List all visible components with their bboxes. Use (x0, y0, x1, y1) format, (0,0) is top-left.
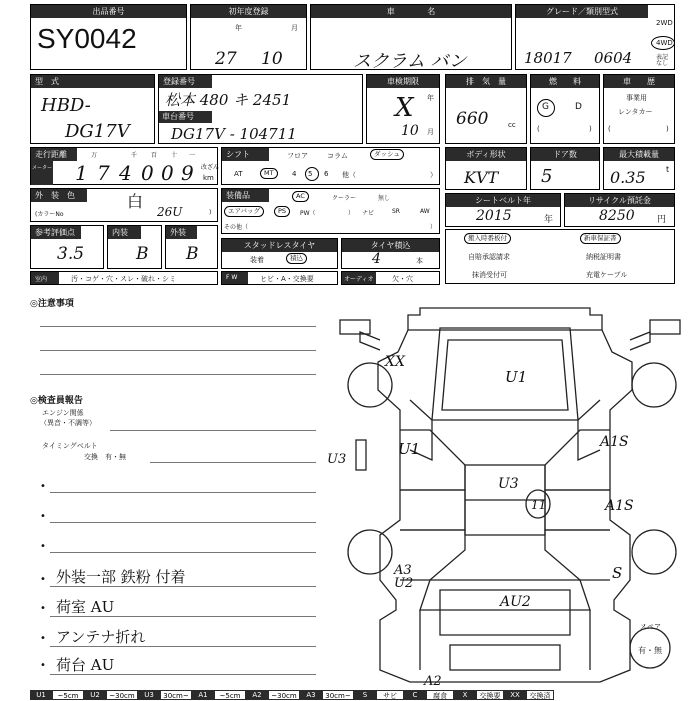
capacity-box (603, 147, 675, 190)
capacity-value: 0.35 (610, 168, 646, 187)
mileage-unit-sen: 千 (131, 152, 138, 159)
legend-code: A1 (192, 690, 214, 700)
ref-score: 3.5 (57, 244, 85, 264)
mileage-digit: 7 (97, 161, 110, 185)
legend-meaning: 腐食 (426, 690, 454, 700)
fuel-paren-r: ) (589, 125, 592, 133)
equipment-pw: PW（ (300, 210, 316, 217)
studless-opt2: 積込 (286, 253, 307, 264)
studless-opt1: 装着 (250, 256, 264, 264)
shift-box (221, 147, 440, 185)
body-type-label: ボディ形状 (446, 148, 526, 161)
car-name-value: スクラム バン (353, 51, 467, 72)
legend-code: A2 (246, 690, 268, 700)
equipment-airbag: エアバッグ (224, 206, 264, 217)
doors-box (530, 147, 600, 190)
history-opt1: 事業用 (626, 94, 647, 102)
fuel-g: G (542, 102, 549, 112)
fw-row (221, 271, 338, 285)
displacement-unit: cc (508, 121, 516, 129)
equipment-aw: AW (420, 208, 430, 215)
studless-label: スタッドレスタイヤ (222, 239, 337, 252)
shift-at: AT (234, 170, 243, 178)
lot-number-label: 出品番号 (31, 5, 186, 18)
lot-number-box (30, 4, 187, 70)
recycle-unit: 円 (657, 215, 667, 225)
car-name-label-b: 名 (427, 7, 436, 16)
mark-left-side: U3 (327, 452, 347, 467)
bullet: • (40, 481, 46, 492)
mark-roof: U1 (505, 368, 528, 386)
mileage-km: km (203, 174, 214, 182)
color-box (30, 188, 218, 222)
check-item: 充電ケーブル (586, 271, 628, 279)
equipment-sr: SR (392, 208, 400, 215)
engine-sub: （異音・不調等） (40, 419, 96, 427)
registration-value: 松本 480 キ 2451 (165, 91, 292, 109)
model-value-1: HBD- (41, 95, 91, 116)
mileage-digit: 4 (119, 161, 132, 185)
legend-meaning: 30cm~ (160, 690, 192, 700)
equipment-none: 無し (378, 195, 391, 202)
mark-center-circle: 11 (531, 498, 547, 512)
history-paren-l: ( (608, 125, 611, 133)
mark-center: U3 (498, 476, 519, 492)
drive-2wd: 2WD (656, 19, 673, 27)
shift-other: 他（ (342, 171, 356, 179)
bullet: • (40, 511, 46, 522)
first-registration-month: 10 (261, 49, 283, 69)
equipment-navi: ナビ (362, 210, 375, 217)
mileage-label: 走行距離 (31, 148, 77, 161)
inspector-title: ◎検査員報告 (30, 396, 83, 406)
model-label: 型 式 (31, 75, 154, 88)
mark-right-front: A1S (600, 434, 629, 450)
recycle-value: 8250 (599, 208, 635, 224)
mark-top: XX (385, 354, 405, 370)
fuel-d: D (575, 102, 582, 112)
first-registration-year: 27 (215, 49, 237, 69)
equipment-ps: PS (274, 206, 290, 217)
color-code-value: 26U (157, 205, 183, 219)
shift-label: シフト (222, 148, 269, 161)
inspection-month-unit: 月 (427, 128, 434, 136)
mileage-digit: 0 (141, 161, 154, 185)
drive-4wd: 4WD (656, 39, 673, 47)
exterior-score-label: 外装 (166, 226, 197, 239)
month-unit: 月 (291, 24, 298, 32)
registration-box (158, 74, 363, 144)
inspection-label: 車検期限 (367, 75, 439, 88)
doors-value: 5 (541, 166, 553, 187)
displacement-box (445, 74, 527, 144)
equipment-pw-close: ） (348, 210, 355, 217)
drive-4wd-circle (651, 36, 675, 50)
mark-left-lower: A3 U2 (394, 563, 414, 591)
interior-score: B (136, 244, 149, 264)
history-box (603, 74, 675, 144)
tires-unit: 本 (416, 257, 423, 265)
body-type-value: KVT (464, 168, 499, 187)
legend-code: S (354, 690, 376, 700)
shift-5: 5 (308, 170, 313, 178)
mark-bottom: A2 (424, 674, 442, 689)
remark: 外装一部 鉄粉 付着 (56, 568, 186, 586)
checks-box (445, 229, 675, 284)
mileage-digit: 0 (161, 161, 174, 185)
equipment-ac: AC (292, 191, 309, 202)
equipment-box (221, 188, 440, 234)
fw-row-items: ヒビ・A・交換要 (260, 275, 314, 283)
mileage-box (30, 147, 218, 185)
interior-score-box (107, 225, 162, 269)
tires-label: タイヤ積込 (342, 239, 439, 252)
legend-meaning: ~5cm (52, 690, 84, 700)
bullet: • (40, 633, 46, 644)
shift-column: コラム (327, 152, 348, 160)
shift-other-close: ） (430, 171, 437, 179)
grade-label: グレード／類別型式 (516, 5, 648, 18)
registration-label: 登録番号 (159, 75, 212, 88)
capacity-label: 最大積載量 (604, 148, 674, 161)
car-name-label-a: 車 (386, 7, 395, 16)
seatbelt-unit: 年 (544, 215, 554, 225)
inspection-year-unit: 年 (427, 94, 434, 102)
fw-row-label: F W (226, 274, 238, 281)
mark-left-front: U1 (398, 440, 421, 458)
mileage-change: 改ざん (201, 164, 220, 171)
exterior-score: B (186, 244, 199, 264)
studless-box (221, 238, 338, 269)
lot-number: SY0042 (37, 23, 137, 54)
doors-label: ドア数 (531, 148, 599, 161)
shift-dash: ダッシュ (370, 149, 404, 160)
interior-score-label: 内装 (108, 226, 141, 239)
legend-code: A3 (300, 690, 322, 700)
mileage-digit: 9 (181, 161, 194, 185)
seatbelt-box (445, 193, 561, 227)
shift-6: 6 (324, 170, 329, 178)
legend-code: U3 (138, 690, 160, 700)
spare-value: 有・無 (638, 646, 662, 655)
legend-code: X (454, 690, 476, 700)
audio-row-items: 欠・穴 (392, 275, 413, 283)
history-opt2: レンタカー (618, 108, 653, 116)
equipment-label: 装備品 (222, 189, 269, 202)
check-item: 納税証明書 (586, 253, 621, 261)
inspection-month: 10 (401, 123, 419, 139)
tires-value: 4 (372, 251, 381, 267)
fuel-paren-l: ( (537, 125, 540, 133)
body-type-box (445, 147, 527, 190)
seatbelt-label: シートベルト年 (446, 194, 560, 207)
mileage-digit: 1 (75, 161, 88, 185)
bullet: • (40, 574, 46, 585)
legend-meaning: 交換済 (526, 690, 554, 700)
check-item: 抹消受付可 (472, 271, 507, 279)
ref-score-label: 参考評価点 (31, 226, 81, 239)
audio-row (341, 271, 440, 285)
ref-score-box (30, 225, 104, 269)
model-value-2: DG17V (65, 121, 130, 142)
grade-code2: 0604 (594, 49, 633, 67)
audio-row-label: オーディオ (344, 276, 374, 283)
chassis-value: DG17V - 104711 (171, 125, 297, 143)
model-box (30, 74, 155, 144)
remark: アンテナ折れ (56, 628, 146, 646)
interior-row-items: 汚・コゲ・穴・スレ・破れ・シミ (71, 275, 176, 283)
year-unit: 年 (235, 24, 242, 32)
first-registration-label: 初年度登録 (191, 5, 306, 18)
interior-row (30, 271, 218, 285)
seatbelt-value: 2015 (476, 208, 512, 224)
mileage-unit-man: 万 (91, 152, 98, 159)
engine-label: エンジン関係 (42, 409, 84, 417)
bullet: • (40, 660, 46, 671)
legend-meaning: サビ (376, 690, 404, 700)
bullet: • (40, 541, 46, 552)
legend-code: XX (504, 690, 526, 700)
inspection-year: X (395, 93, 414, 123)
remark: 荷台 AU (56, 656, 115, 674)
fuel-box (530, 74, 600, 144)
capacity-unit: t (666, 165, 670, 174)
legend-meaning: ~30cm (268, 690, 300, 700)
car-name-box (310, 4, 512, 70)
check-item: 新車保証書 (580, 233, 621, 244)
color-value: 白 (127, 192, 144, 211)
notes-title: ◎注意事項 (30, 299, 74, 309)
equipment-cooler: クーラー (332, 195, 357, 202)
interior-row-label: 室内 (35, 276, 48, 283)
legend-code: C (404, 690, 426, 700)
shift-mt: MT (260, 168, 278, 179)
exterior-score-box (165, 225, 218, 269)
color-code-label: (カラーNo (35, 211, 64, 218)
tires-box (341, 238, 440, 269)
legend-meaning: 交換要 (476, 690, 504, 700)
remark: 荷室 AU (56, 598, 115, 616)
shift-4: 4 (292, 170, 297, 178)
first-registration-box (190, 4, 307, 70)
color-code-close: ) (209, 209, 212, 216)
legend-meaning: ~30cm (106, 690, 138, 700)
mileage-unit-hyaku: 百 (151, 152, 158, 159)
mark-right-lower: S (612, 564, 623, 582)
timing-value: 交換 有・無 (84, 453, 126, 461)
shift-floor: フロア (287, 152, 308, 160)
recycle-box (564, 193, 675, 227)
check-item: 搬入時番板付 (464, 233, 511, 244)
check-item: 自賠承認請求 (468, 253, 510, 261)
equipment-other: その他（ (224, 224, 249, 231)
drive-none: 表記なし (656, 54, 669, 67)
mark-rear: AU2 (500, 594, 531, 610)
history-paren-r: ) (666, 125, 669, 133)
displacement-value: 660 (456, 109, 489, 129)
bullet: • (40, 603, 46, 614)
grade-box (515, 4, 675, 70)
mark-right-rear: A1S (605, 498, 634, 514)
mileage-meter-label: メーター (32, 165, 53, 171)
mileage-unit-ichi: 一 (189, 152, 196, 159)
equipment-other-close: ） (430, 224, 437, 231)
timing-label: タイミングベルト (42, 442, 98, 450)
inspection-box (366, 74, 440, 144)
recycle-label: リサイクル預託金 (565, 194, 674, 207)
spare-label: スペア (640, 623, 661, 631)
legend-meaning: 30cm~ (322, 690, 354, 700)
color-label: 外 装 色 (31, 189, 87, 202)
history-label: 車 歴 (604, 75, 674, 88)
legend-code: U2 (84, 690, 106, 700)
fuel-label: 燃 料 (531, 75, 599, 88)
displacement-label: 排 気 量 (446, 75, 526, 88)
legend-code: U1 (30, 690, 52, 700)
chassis-label: 車台番号 (162, 112, 194, 121)
legend-meaning: ~5cm (214, 690, 246, 700)
grade-code1: 18017 (524, 49, 572, 67)
mileage-unit-ju: 十 (171, 152, 178, 159)
